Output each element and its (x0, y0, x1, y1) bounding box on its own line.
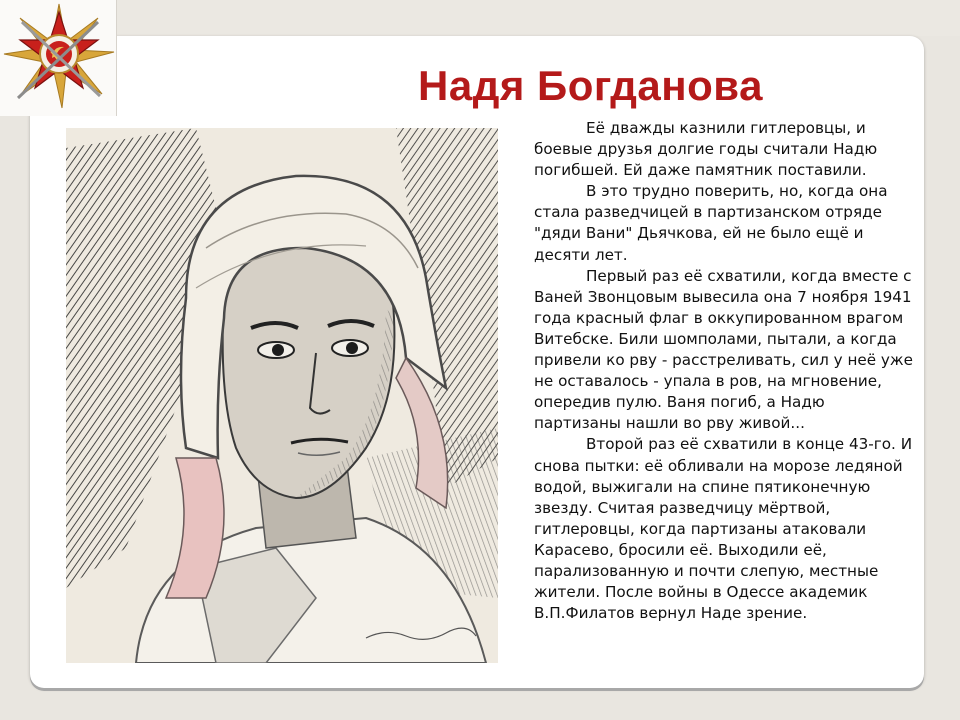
pencil-portrait-image (66, 128, 498, 663)
order-of-patriotic-war-icon (0, 0, 118, 110)
portrait-image (66, 128, 498, 663)
paragraph-4: Второй раз её схватили в конце 43-го. И снова пытки: её обливали на морозе ледяной водой, выжигали на спине пятиконечную звезду. Считая разведчицу мёртвой, гитлеровцы, когда партизаны атаковали Карасево, бросили её. Выходили её, парализованную и почти слепую, местные жители. После войны в Одессе академик В.П.Филатов вернул Наде зрение. (534, 435, 913, 623)
paragraph-1: Её дважды казнили гитлеровцы, и боевые друзья долгие годы считали Надю погибшей. Ей даже памятник поставили. (534, 119, 878, 180)
biography-text (534, 118, 916, 624)
emblem-panel (0, 0, 117, 116)
paragraph-3: Первый раз её схватили, когда вместе с Ваней Звонцовым вывесила она 7 ноября 1941 года красный флаг в оккупированном врагом Витебске. Били шомполами, пытали, а когда привели ко рву - расстреливать, сил у неё уже не оставалось - упала в ров, на мгновение, опередив пулю. Ваня погиб, а Надю партизаны нашли во рву живой... (534, 266, 913, 433)
paragraph-2: В это трудно поверить, но, когда она стала разведчицей в партизанском отряде "дяди Вани" Дьячкова, ей не было ещё и десяти лет. (534, 182, 888, 264)
top-strip (0, 0, 960, 36)
page-title: Надя Богданова (418, 62, 763, 109)
bottom-strip (0, 692, 960, 720)
